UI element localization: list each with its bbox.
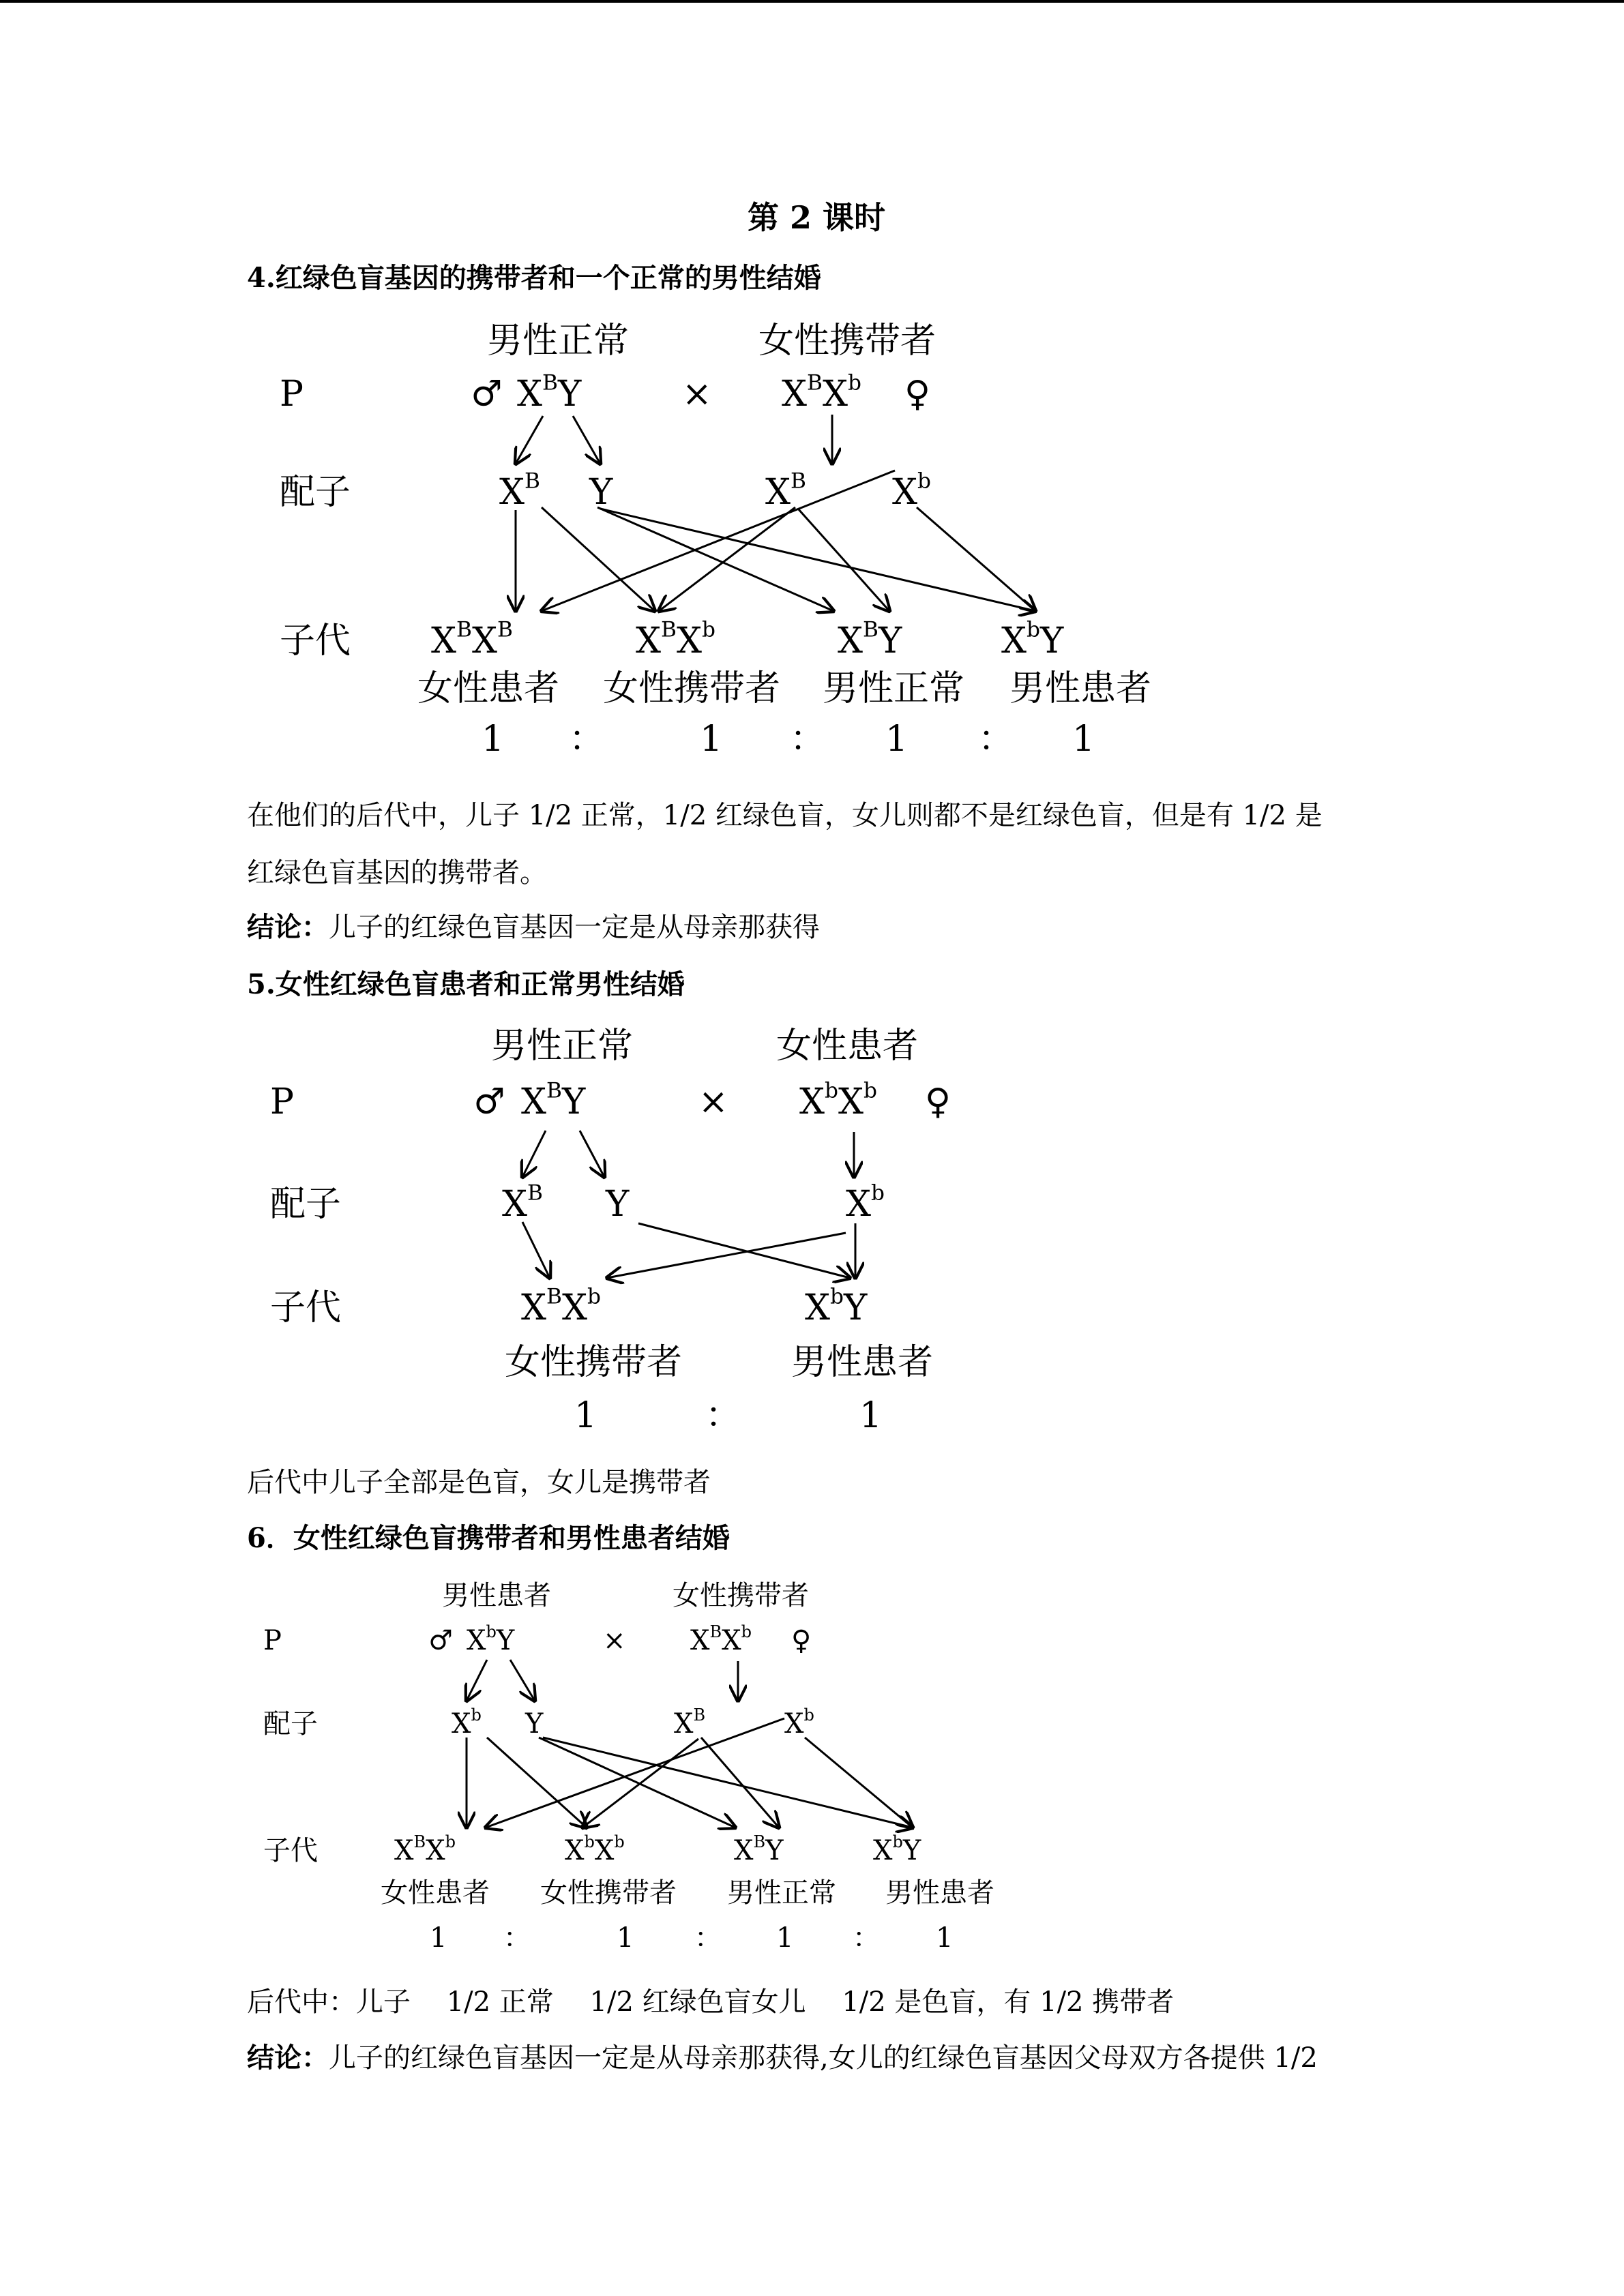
ratio-separator: ： (503, 1922, 531, 1954)
cross-sign: × (682, 374, 712, 415)
gamete: $X^b$ (846, 1180, 885, 1225)
section-6-heading: 6．女性红绿色盲携带者和男性患者结婚 (247, 1522, 730, 1554)
gametes-label: 配子 (263, 1708, 318, 1740)
arrow (597, 507, 833, 611)
male-sign-icon: ♂ (471, 374, 503, 415)
offspring-genotype: $X^bY$ (873, 1832, 921, 1866)
arrow (542, 507, 655, 611)
female-sign-icon: ♀ (791, 1625, 812, 1656)
gamete: $X^B$ (674, 1705, 706, 1740)
cross-sign: × (603, 1625, 626, 1656)
arrow (638, 1223, 850, 1278)
gamete: $X^B$ (502, 1180, 543, 1225)
arrow (573, 416, 600, 464)
female-parent-label: 女性携带者 (758, 320, 936, 361)
conclusion-text: 儿子的红绿色盲基因一定是从母亲那获得 (329, 912, 820, 943)
male-parent-genotype: $X^BY$ (517, 370, 582, 415)
female-parent-label: 女性患者 (776, 1026, 919, 1067)
ratio-separator: ： (705, 1395, 741, 1436)
arrow (486, 1718, 784, 1828)
gamete: $X^b$ (892, 468, 931, 513)
offspring-phenotype: 女性携带者 (603, 668, 781, 709)
female-parent-genotype: $X^bX^b$ (799, 1078, 877, 1122)
offspring-phenotype: 女性患者 (381, 1877, 490, 1909)
offspring-phenotype: 女性携带者 (505, 1342, 683, 1383)
ratio-separator: ： (853, 1922, 880, 1954)
gamete: Y (525, 1708, 544, 1740)
offspring-phenotype: 男性患者 (791, 1342, 934, 1383)
offspring-phenotype: 男性正常 (823, 668, 965, 709)
ratio-value: 1 (482, 719, 505, 760)
offspring-phenotype: 男性患者 (1009, 668, 1152, 709)
male-sign-icon: ♂ (428, 1625, 453, 1656)
offspring-genotype: $X^BX^b$ (636, 617, 715, 661)
p-label: P (263, 1625, 282, 1656)
gamete: $X^b$ (784, 1705, 814, 1740)
arrow (510, 1660, 535, 1701)
female-sign-icon: ♀ (904, 374, 931, 415)
ratio-separator: ： (569, 719, 605, 760)
offspring-label: 子代 (280, 621, 351, 661)
p-label: P (280, 374, 304, 415)
arrow (516, 416, 543, 464)
gamete: $X^b$ (452, 1705, 482, 1740)
gamete: Y (589, 472, 613, 513)
offspring-phenotype: 男性患者 (885, 1877, 994, 1909)
ratio-value: 1 (617, 1922, 634, 1954)
ratio-value: 1 (1072, 719, 1095, 760)
arrow (917, 507, 1035, 611)
arrow (607, 1233, 846, 1278)
gamete: $X^B$ (499, 468, 540, 513)
arrow (580, 1131, 604, 1177)
conclusion-text: 儿子的红绿色盲基因一定是从母亲那获得,女儿的红绿色盲基因父母双方各提供 1/2 (329, 2042, 1318, 2074)
offspring-phenotype: 男性正常 (727, 1877, 836, 1909)
offspring-genotype: $X^BY$ (838, 617, 902, 661)
arrow (467, 1660, 487, 1701)
arrow (522, 1222, 550, 1278)
section-6-paragraph: 后代中：儿子 1/2 正常 1/2 红绿色盲女儿 1/2 是色盲，有 1/2 携带者 (247, 1986, 1175, 2018)
arrow (542, 468, 895, 611)
page-title: 第 2 课时 (748, 199, 886, 236)
offspring-phenotype: 女性携带者 (540, 1877, 677, 1909)
section-4-paragraph: 红绿色盲基因的携带者。 (247, 857, 547, 889)
male-parent-label: 男性正常 (487, 320, 630, 361)
section-4-paragraph: 在他们的后代中，儿子 1/2 正常，1/2 红绿色盲，女儿则都不是红绿色盲，但是有 1/2 是 (247, 800, 1323, 831)
arrow (600, 509, 1035, 611)
ratio-separator: ： (694, 1922, 722, 1954)
gamete: $X^B$ (765, 468, 806, 513)
male-sign-icon: ♂ (473, 1082, 505, 1122)
offspring-label: 子代 (270, 1287, 342, 1328)
gametes-label: 配子 (270, 1184, 342, 1225)
female-parent-genotype: $X^BX^b$ (690, 1622, 752, 1656)
offspring-genotype: $X^BX^B$ (431, 617, 513, 661)
offspring-label: 子代 (263, 1835, 318, 1866)
offspring-genotype: $X^BX^b$ (394, 1832, 456, 1866)
arrow (798, 509, 889, 611)
offspring-genotype: $X^BX^b$ (521, 1284, 601, 1328)
section-4-heading: 4.红绿色盲基因的携带者和一个正常的男性结婚 (247, 262, 821, 294)
p-label: P (270, 1082, 294, 1122)
arrow (659, 507, 795, 611)
male-parent-genotype: $X^BY$ (521, 1078, 586, 1122)
offspring-genotype: $X^bY$ (805, 1284, 868, 1328)
section-5-heading: 5.女性红绿色盲患者和正常男性结婚 (247, 968, 685, 1000)
conclusion-label: 结论： (247, 2042, 329, 2074)
ratio-value: 1 (885, 719, 909, 760)
male-parent-label: 男性正常 (491, 1026, 634, 1067)
ratio-separator: ： (978, 719, 1014, 760)
gametes-label: 配子 (280, 472, 351, 513)
offspring-genotype: $X^BY$ (734, 1832, 784, 1866)
offspring-phenotype: 女性患者 (417, 668, 560, 709)
arrow (701, 1738, 779, 1828)
female-parent-genotype: $X^BX^b$ (782, 370, 861, 415)
offspring-genotype: $X^bX^b$ (565, 1832, 625, 1866)
conclusion-label: 结论： (247, 911, 329, 943)
arrow (539, 1738, 735, 1828)
ratio-value: 1 (574, 1395, 597, 1436)
male-parent-label: 男性患者 (442, 1580, 551, 1611)
arrow (522, 1131, 546, 1177)
male-parent-genotype: $X^bY$ (467, 1622, 515, 1656)
gamete: Y (606, 1184, 630, 1225)
ratio-separator: ： (790, 719, 826, 760)
ratio-value: 1 (776, 1922, 794, 1954)
female-parent-label: 女性携带者 (673, 1580, 809, 1611)
offspring-genotype: $X^bY$ (1001, 617, 1064, 661)
ratio-value: 1 (700, 719, 723, 760)
ratio-value: 1 (430, 1922, 447, 1954)
ratio-value: 1 (859, 1395, 883, 1436)
ratio-value: 1 (936, 1922, 954, 1954)
section-5-paragraph: 后代中儿子全部是色盲，女儿是携带者 (247, 1467, 711, 1498)
cross-sign: × (698, 1082, 728, 1122)
female-sign-icon: ♀ (925, 1082, 951, 1122)
arrow (487, 1738, 587, 1828)
